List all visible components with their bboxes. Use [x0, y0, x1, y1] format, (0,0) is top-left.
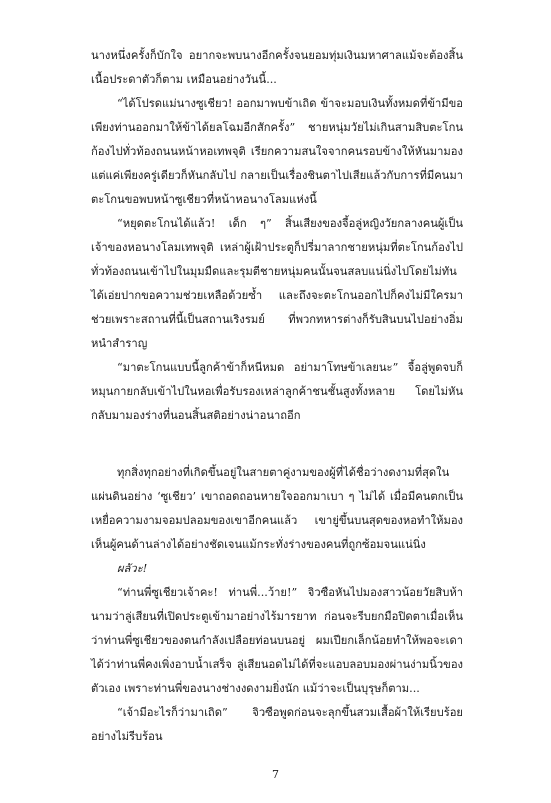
sound-effect: ผลัวะ!: [117, 562, 148, 575]
paragraph: “หยุดตะโกนได้แล้ว! เด็ก ๆ” สิ้นเสียงของจี้อลู่หญิงวัยกลางคนผู้เป็นเจ้าของหอนางโลมเทพจุติ เหล่าผู้เฝ้าประตูก็ปรี่มาลากชายหนุ่มที่ตะโกนก้องไปทั่วท้องถนนเข้าไปในมุมมืดและรุมตีชายหนุ่มคนนั้นจนสลบแน่นิ่งไปโดยไม่ทันได้เอ่ยปากขอความช่วยเหลือด้วยซ้ำ และถึงจะตะโกนออกไปก็คงไม่มีใครมาช่วยเพราะสถานที่นี้เป็นสถานเริงรมย์ ที่พวกทหารต่างก็รับสินบนไปอย่างอิ่มหนำสำราญ: [91, 217, 463, 350]
paragraph: “ได้โปรดแม่นางซูเชียว! ออกมาพบข้าเถิด ข้าจะมอบเงินทั้งหมดที่ข้ามีขอเพียงท่านออกมาให้ข้าได้ยลโฉมอีกสักครั้ง” ชายหนุ่มวัยไม่เกินสามสิบตะโกนก้องไปทั่วท้องถนนหน้าหอเทพจุติ เรียกความสนใจจากคนรอบข้างให้หันมามองแต่แค่เพียงครู่เดียวก็หันกลับไป กลายเป็นเรื่องชินตาไปเสียแล้วกับการที่มีคนมาตะโกนขอพบหน้าซูเชียวที่หน้าหอนางโลมแห่งนี้: [91, 97, 463, 206]
section-two: [91, 461, 463, 749]
paragraph: นางหนึ่งครั้งก็บักใจ อยากจะพบนางอีกครั้งจนยอมทุ่มเงินมหาศาลแม้จะต้องสิ้นเนื้อประดาตัวก็ตาม เหมือนอย่างวันนี้...: [91, 49, 463, 86]
paragraph: “เจ้ามีอะไรก็ว่ามาเถิด” จิวซือพูดก่อนจะลุกขึ้นสวมเสื้อผ้าให้เรียบร้อยอย่างไม่รีบร้อน: [91, 706, 463, 743]
section-one: [91, 44, 463, 428]
page-number: 7: [272, 768, 279, 781]
paragraph: ทุกสิ่งทุกอย่างที่เกิดขึ้นอยู่ในสายตาคู่งามของผู้ที่ได้ชื่อว่างดงามที่สุดในแผ่นดินอย่าง ‘ซูเชียว’ เขาถอดถอนหายใจออกมาเบา ๆ ไม่ได้ เมื่อมีคนตกเป็นเหยื่อความงามจอมปลอมของเขาอีกคนแล้ว เขายู่ขึ้นบนสุดของหอทำให้มองเห็นผู้คนด้านล่างได้อย่างชัดเจนแม้กระทั่งร่างของคนที่ถูกซ้อมจนแน่นิ่ง: [91, 466, 463, 551]
paragraph: “มาตะโกนแบบนี้ลูกค้าข้าก็หนีหมด อย่ามาโทษข้าเลยนะ” จี้อลู่พูดจบก็หมุนกายกลับเข้าไปในหอเพื่อรับรองเหล่าลูกค้าชนชั้นสูงทั้งหลาย โดยไม่หันกลับมามองร่างที่นอนสิ้นสติอย่างน่าอนาถอีก: [91, 361, 463, 422]
paragraph: “ท่านพี่ซูเชียวเจ้าคะ! ท่านพี่...ว้าย!” จิวซือหันไปมองสาวน้อยวัยสิบห้านามว่าลู่เสียนที่เปิดประตูเข้ามาอย่างไร้มารยาท ก่อนจะรีบยกมือปิดตาเมื่อเห็นว่าท่านพี่ซูเชียวของตนกำลังเปลือยท่อนบนอยู่ ผมเปียกเล็กน้อยทำให้พอจะเดาได้ว่าท่านพี่คงเพิ่งอาบน้ำเสร็จ ลู่เสียนอดไม่ได้ที่จะแอบลอบมองผ่านง่ามนิ้วของตัวเอง เพราะท่านพี่ของนางช่างงดงามยิ่งนัก แม้ว่าจะเป็นบุรุษก็ตาม...: [91, 586, 463, 695]
